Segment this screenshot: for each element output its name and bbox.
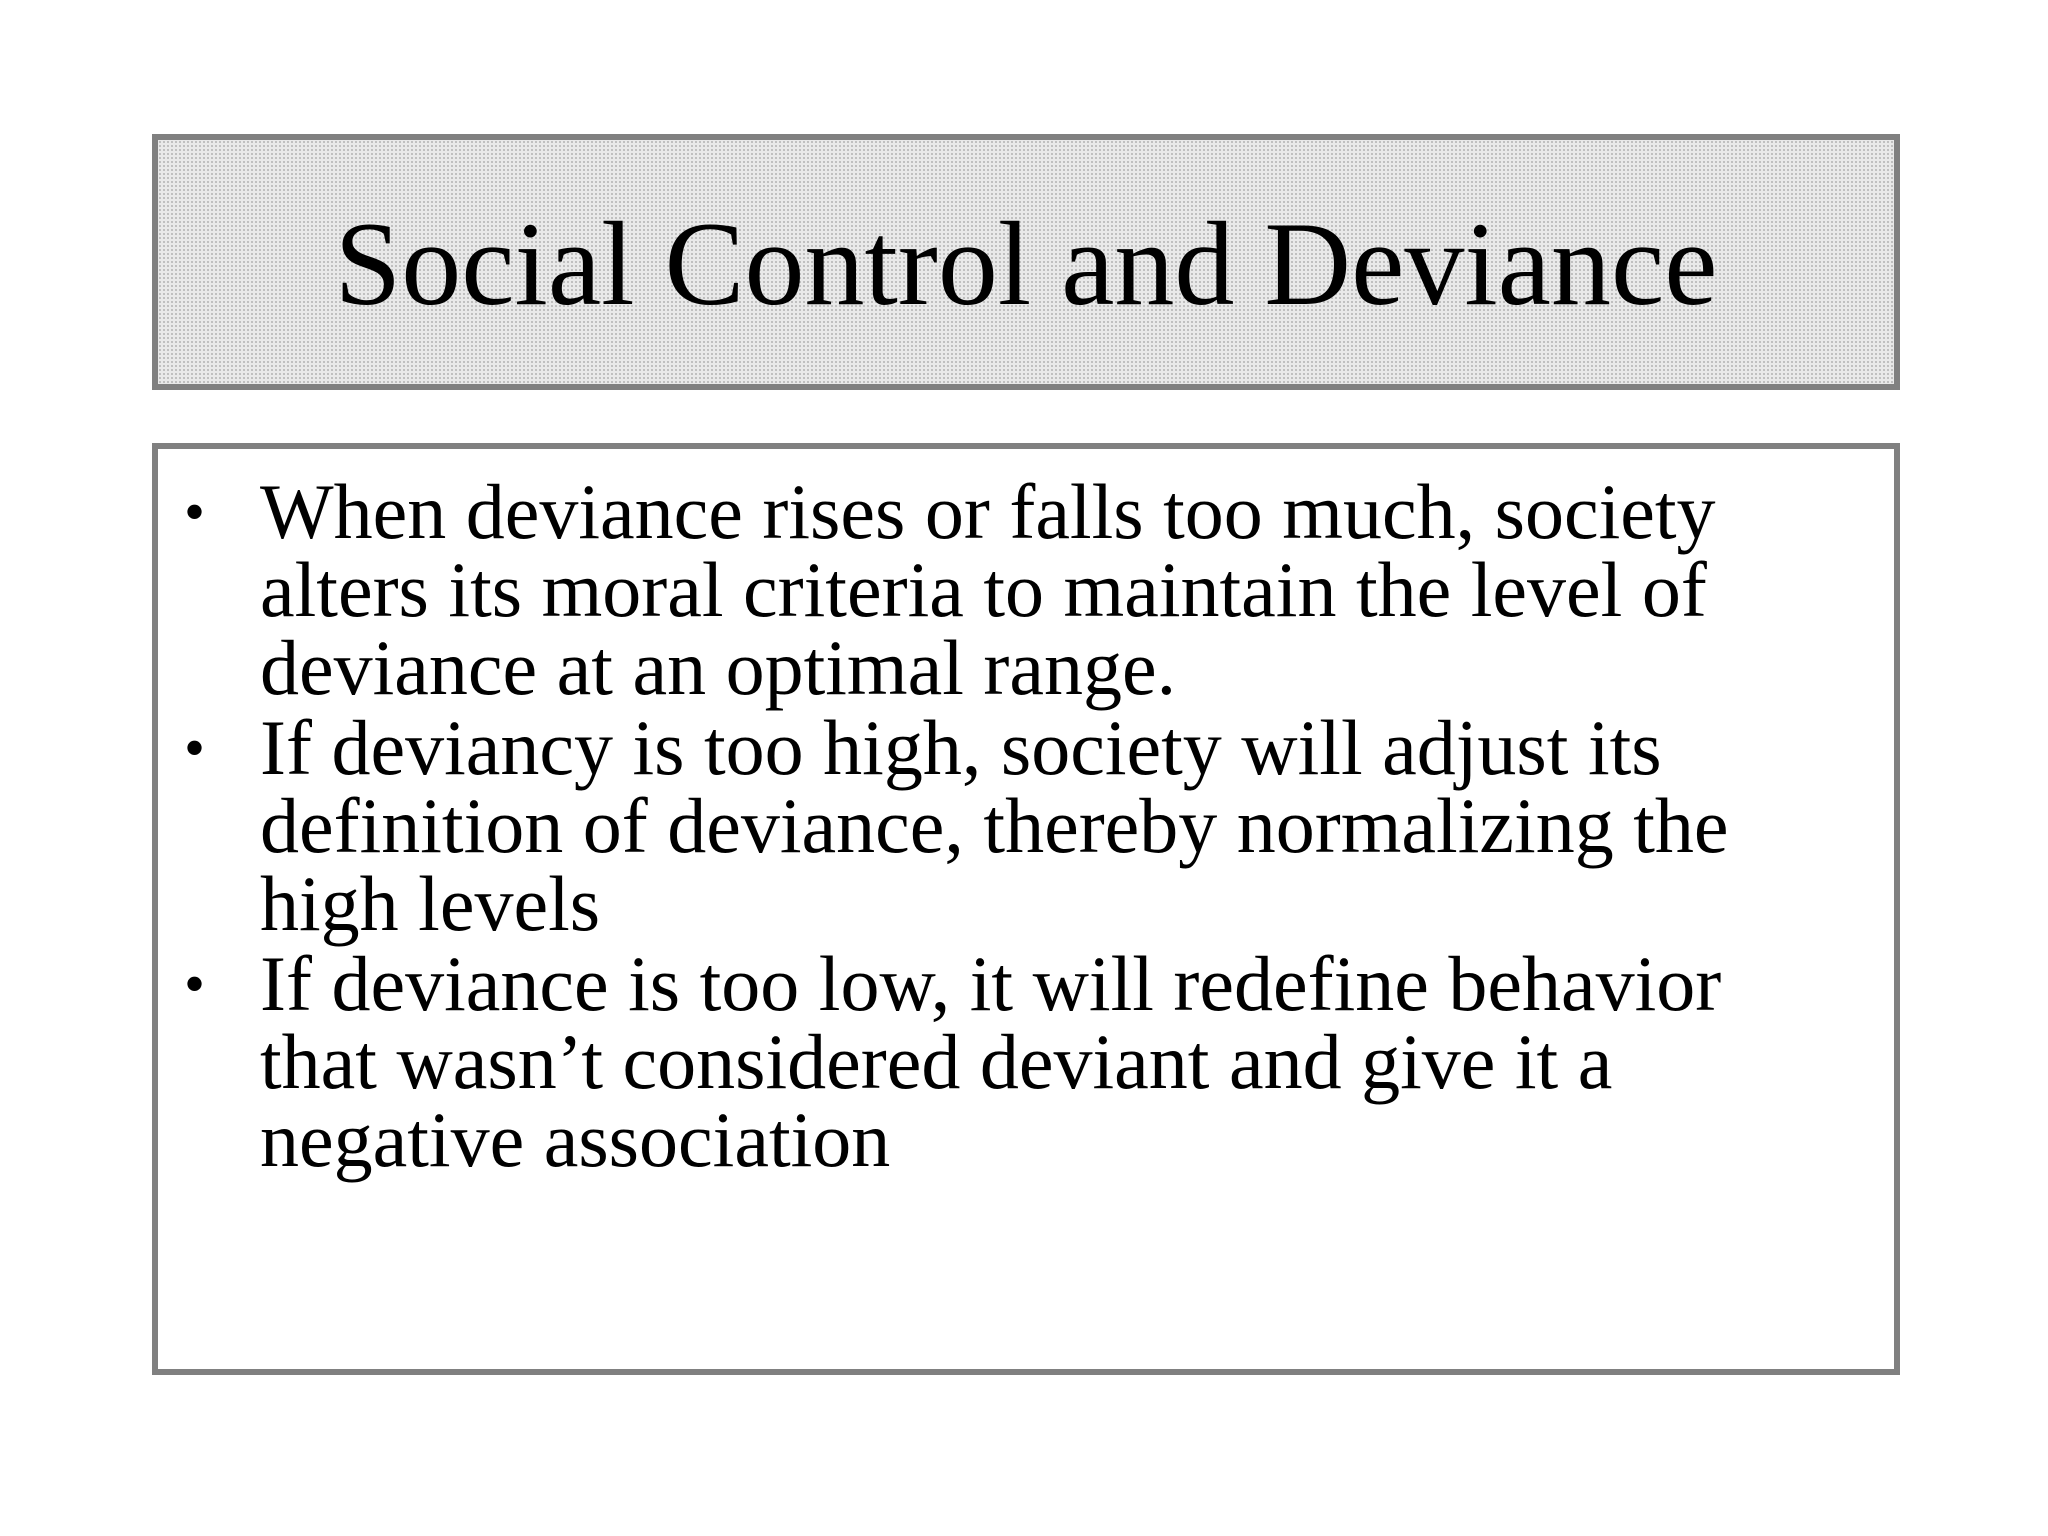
bullet-text: When deviance rises or falls too much, society alters its moral criteria to maintain the level of deviance at an optimal range. bbox=[260, 468, 1716, 711]
bullet-list bbox=[184, 468, 1884, 1183]
bullet-item bbox=[184, 704, 1884, 947]
bullet-item bbox=[184, 940, 1884, 1183]
title-box bbox=[152, 134, 1900, 390]
content-box bbox=[152, 443, 1900, 1375]
bullet-text: If deviance is too low, it will redefine behavior that wasn’t considered deviant and give it a negative association bbox=[260, 940, 1722, 1183]
bullet-text: If deviancy is too high, society will adjust its definition of deviance, thereby normalizing the high levels bbox=[260, 704, 1729, 947]
slide-title: Social Control and Deviance bbox=[334, 197, 1718, 330]
bullet-icon: • bbox=[184, 479, 206, 545]
bullet-icon: • bbox=[184, 715, 206, 781]
bullet-icon: • bbox=[184, 951, 206, 1017]
bullet-item bbox=[184, 468, 1884, 711]
